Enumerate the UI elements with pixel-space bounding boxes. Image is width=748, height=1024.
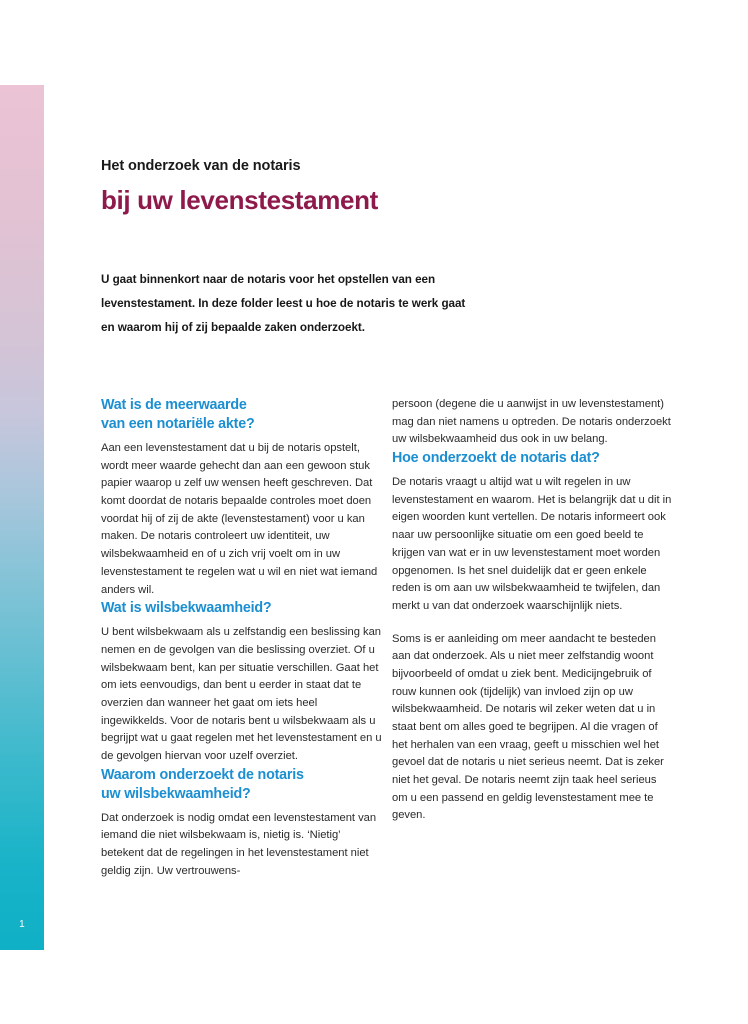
- heading-line: uw wilsbekwaamheid?: [101, 785, 251, 802]
- intro-line: en waarom hij of zij bepaalde zaken onderzoekt.: [101, 320, 365, 334]
- page-eyebrow-title: Het onderzoek van de notaris: [101, 158, 301, 174]
- heading-line: Wat is wilsbekwaamheid?: [101, 600, 272, 617]
- section-heading-hoe-onderzoekt: [392, 449, 674, 468]
- section-body-meerwaarde: Aan een levenstestament dat u bij de notaris opstelt, wordt meer waarde gehecht dan aan een gewoon stuk papier waarop u zelf uw wensen heeft geschreven. Dat komt doordat de notaris bepaalde controles moet doen voordat hij of zij de akte (levenstestament) voor u kan maken. De notaris controleert uw identiteit, uw wilsbekwaamheid en of u zich vrij voelt om in uw levenstestament te regelen wat u wil en niet wat iemand anders wil.: [101, 442, 378, 596]
- section-heading-waarom-onderzoekt: [101, 766, 383, 804]
- intro-line: levenstestament. In deze folder leest u hoe de notaris te werk gaat: [101, 296, 466, 310]
- section-body-hoe-onderzoekt-2: Soms is er aanleiding om meer aandacht te besteden aan dat onderzoek. Als u niet meer zelfstandig woont bijvoorbeeld of omdat u ziek bent. Medicijngebruik of rouw kunnen ook (tijdelijk) van invloed zijn op uw wilsbekwaamheid. De notaris wil zeker weten dat u in staat bent om alles goed te begrijpen. Al die vragen of het herhalen van een vraag, geeft u misschien wel het gevoel dat de notaris u niet serieus neemt. Dat is zeker niet het geval. De notaris neemt zijn taak heel serieus om u een passend en geldig levenstestament mee te geven.: [392, 632, 664, 822]
- heading-line: van een notariële akte?: [101, 416, 255, 432]
- heading-line: Waarom onderzoekt de notaris: [101, 766, 304, 783]
- section-heading-meerwaarde: [101, 396, 383, 434]
- intro-paragraph: [101, 268, 571, 340]
- section-body-wilsbekwaamheid: U bent wilsbekwaam als u zelfstandig een beslissing kan nemen en de gevolgen van die beslissing overziet. Of u wilsbekwaam bent, kan per situatie verschillen. Gaat het om iets eenvoudigs, dan bent u eerder in staat dat te overzien dan wanneer het gaat om iets heel ingewikkelds. Voor de notaris bent u wilsbekwaam als u begrijpt wat u gaat regelen met het levenstestament en u de gevolgen hiervan voor uzelf overziet.: [101, 626, 382, 762]
- continuation-paragraph: persoon (degene die u aanwijst in uw levenstestament) mag dan niet namens u optreden. De notaris onderzoekt uw wilsbekwaamheid dus ook in uw belang.: [392, 398, 671, 446]
- side-gradient-bar: [0, 85, 44, 950]
- left-column: [101, 396, 383, 880]
- body-columns: [101, 396, 675, 880]
- page-title: bij uw levenstestament: [101, 185, 378, 215]
- page-number: 1: [19, 919, 25, 930]
- heading-line: Wat is de meerwaarde: [101, 397, 247, 413]
- heading-line: Hoe onderzoekt de notaris dat?: [392, 450, 600, 467]
- section-body-waarom-onderzoekt: Dat onderzoek is nodig omdat een levenstestament van iemand die niet wilsbekwaam is, nietig is. ‘Nietig’ betekent dat de regelingen in het levenstestament niet geldig zijn. Uw vertrouwens-: [101, 811, 377, 877]
- page-content: [101, 0, 675, 1024]
- intro-line: U gaat binnenkort naar de notaris voor het opstellen van een: [101, 273, 436, 286]
- section-heading-wilsbekwaamheid: [101, 599, 383, 618]
- right-column: [392, 396, 674, 880]
- section-body-hoe-onderzoekt-1: De notaris vraagt u altijd wat u wilt regelen in uw levenstestament en waarom. Het is belangrijk dat u dit in eigen woorden kunt vertellen. De notaris informeert ook naar uw persoonlijke situatie om een goed beeld te krijgen van wat er in uw levenstestament moet worden opgenomen. Is het snel duidelijk dat er geen enkele reden is om aan uw wilsbekwaamheid te twijfelen, dan merkt u van dat onderzoek waarschijnlijk niets.: [392, 476, 672, 612]
